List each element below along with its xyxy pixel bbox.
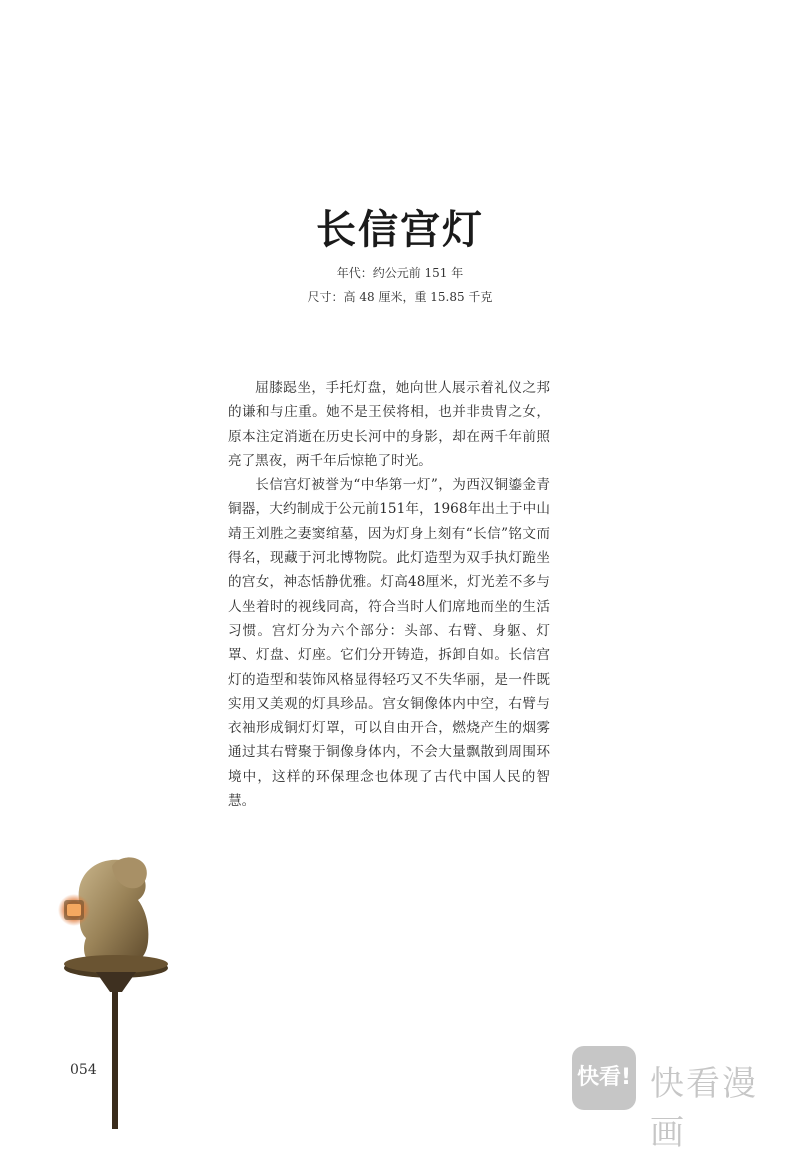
watermark-logo-icon: 快看! bbox=[572, 1046, 636, 1110]
palace-lamp-illustration bbox=[52, 852, 182, 1129]
paragraph-description: 长信宫灯被誉为“中华第一灯”，为西汉铜鎏金青铜器，大约制成于公元前151年，1968年出土于中山靖王刘胜之妻窦绾墓，因为灯身上刻有“长信”铭文而得名，现藏于河北博物院。此灯造型为双手执灯跪坐的宫女，神态恬静优雅。灯高48厘米，灯光差不多与人坐着时的视线同高，符合当时人们席地而坐的生活习惯。宫灯分为六个部分：头部、右臂、身躯、灯罩、灯盘、灯座。它们分开铸造，拆卸自如。长信宫灯的造型和装饰风格显得轻巧又不失华丽，是一件既实用又美观的灯具珍品。宫女铜像体内中空，右臂与衣袖形成铜灯灯罩，可以自由开合，燃烧产生的烟雾通过其右臂聚于铜像身体内，不会大量飘散到周围环境中，这样的环保理念也体现了古代中国人民的智慧。 bbox=[228, 477, 550, 810]
paragraph-intro: 屈膝跽坐，手托灯盘，她向世人展示着礼仪之邦的谦和与庄重。她不是王侯将相，也并非贵胄之女，原本注定消逝在历史长河中的身影，却在两千年前照亮了黑夜，两千年后惊艳了时光。 bbox=[228, 380, 550, 469]
page-number: 054 bbox=[70, 1062, 97, 1078]
page-title: 长信宫灯 bbox=[316, 207, 484, 253]
watermark-text: 快看漫画 bbox=[650, 1064, 758, 1153]
artifact-dimensions: 尺寸：高 48 厘米，重 15.85 千克 bbox=[307, 290, 493, 304]
body-text bbox=[228, 376, 550, 813]
watermark bbox=[572, 1046, 792, 1153]
artifact-date: 年代：约公元前 151 年 bbox=[336, 266, 464, 280]
